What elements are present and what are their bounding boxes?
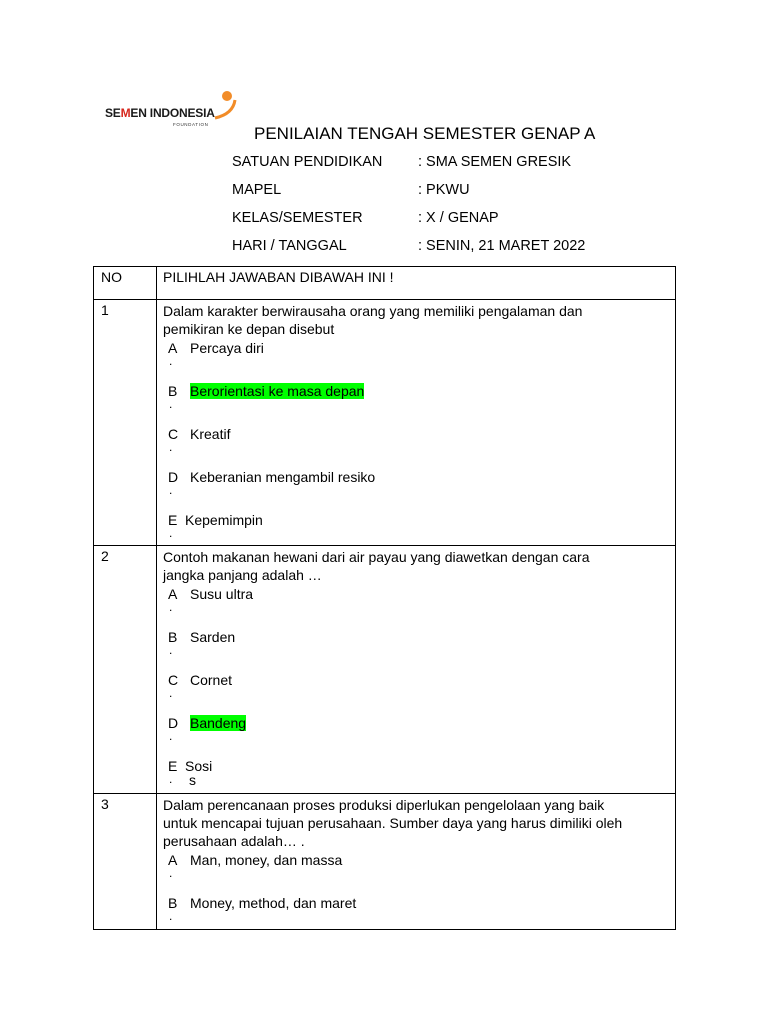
option-letter: B	[168, 383, 178, 399]
question-number: 3	[94, 794, 157, 930]
option-letter: E	[168, 512, 178, 528]
option-letter: A	[168, 586, 178, 602]
option-text-highlighted: Bandeng	[190, 715, 247, 731]
meta-label-mapel: MAPEL	[232, 182, 282, 198]
option-text: Sosi	[185, 758, 213, 774]
option-text-continued: s	[189, 772, 196, 788]
option-letter: B	[168, 629, 178, 645]
option-text: Susu ultra	[190, 586, 254, 602]
meta-value-kelas: : X / GENAP	[418, 210, 499, 226]
question-text: Dalam perencanaan proses produksi diperlukan pengelolaan yang baik untuk mencapai tujuan perusahaan. Sumber daya yang harus dimiliki oleh perusahaan adalah… .	[163, 797, 623, 849]
question-row	[94, 300, 676, 546]
question-number: 1	[94, 300, 157, 546]
question-cell	[157, 794, 676, 930]
question-row	[94, 546, 676, 794]
option-dot: .	[169, 772, 173, 786]
option-letter: B	[168, 895, 178, 911]
question-row	[94, 794, 676, 930]
option-b	[163, 627, 675, 670]
option-dot: .	[169, 909, 173, 923]
header-no: NO	[94, 267, 157, 300]
option-dot: .	[169, 397, 173, 411]
option-text: Kepemimpin	[185, 512, 263, 528]
meta-value-tanggal: : SENIN, 21 MARET 2022	[418, 238, 586, 254]
option-letter: A	[168, 340, 178, 356]
option-letter: D	[168, 469, 179, 485]
logo-subtitle: FOUNDATION	[173, 122, 209, 127]
option-dot: .	[169, 483, 173, 497]
document-title: PENILAIAN TENGAH SEMESTER GENAP A	[254, 124, 596, 143]
option-dot: .	[169, 866, 173, 880]
option-b	[163, 893, 675, 923]
option-a	[163, 338, 675, 381]
option-dot: .	[169, 643, 173, 657]
option-dot: .	[169, 354, 173, 368]
option-dot: .	[169, 440, 173, 454]
meta-value-mapel: : PKWU	[418, 182, 470, 198]
option-letter: A	[168, 852, 178, 868]
option-text: Kreatif	[190, 426, 231, 442]
option-text: Keberanian mengambil resiko	[190, 469, 376, 485]
question-text: Contoh makanan hewani dari air payau yang diawetkan dengan cara jangka panjang adalah …	[163, 549, 590, 583]
option-e	[163, 756, 675, 788]
questions-table	[93, 266, 676, 930]
option-text-highlighted: Berorientasi ke masa depan	[190, 383, 365, 399]
option-a	[163, 850, 675, 893]
question-cell	[157, 300, 676, 546]
option-dot: .	[169, 526, 173, 540]
meta-label-kelas: KELAS/SEMESTER	[232, 210, 363, 226]
option-d	[163, 467, 675, 510]
option-a	[163, 584, 675, 627]
option-text: Sarden	[190, 629, 236, 645]
option-text: Man, money, dan massa	[190, 852, 343, 868]
option-letter: C	[168, 672, 179, 688]
option-letter: D	[168, 715, 179, 731]
option-c	[163, 424, 675, 467]
header-instruction: PILIHLAH JAWABAN DIBAWAH INI !	[157, 267, 676, 300]
meta-value-satuan: : SMA SEMEN GRESIK	[418, 154, 572, 170]
semen-indonesia-logo	[93, 88, 238, 140]
option-text: Money, method, dan maret	[190, 895, 357, 911]
option-dot: .	[169, 600, 173, 614]
meta-label-satuan: SATUAN PENDIDIKAN	[232, 154, 383, 170]
question-cell	[157, 546, 676, 794]
logo-swoosh-icon	[213, 88, 239, 122]
option-text: Cornet	[190, 672, 233, 688]
option-dot: .	[169, 686, 173, 700]
option-letter: C	[168, 426, 179, 442]
table-header-row	[94, 267, 676, 300]
option-e	[163, 510, 675, 538]
question-text: Dalam karakter berwirausaha orang yang memiliki pengalaman dan pemikiran ke depan disebut	[163, 303, 583, 337]
option-b	[163, 381, 675, 424]
option-letter: E	[168, 758, 178, 774]
option-c	[163, 670, 675, 713]
meta-label-tanggal: HARI / TANGGAL	[232, 238, 347, 254]
question-number: 2	[94, 546, 157, 794]
option-d	[163, 713, 675, 756]
option-dot: .	[169, 729, 173, 743]
option-text: Percaya diri	[190, 340, 264, 356]
logo-brand-text: SEMEN INDONESIA	[105, 106, 215, 120]
